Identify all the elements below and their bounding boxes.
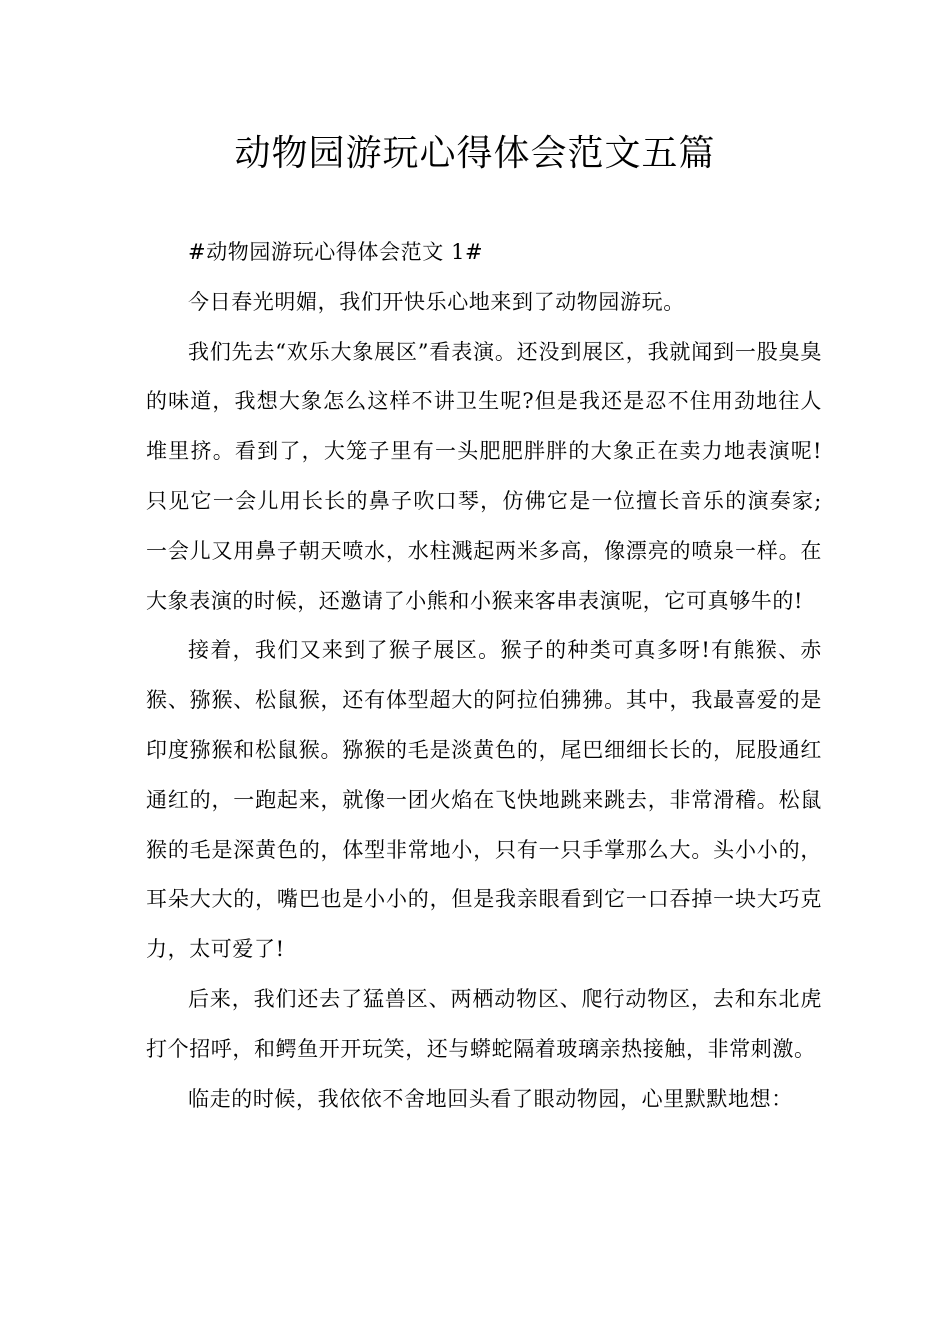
paragraph: 我们先去“欢乐大象展区”看表演。还没到展区，我就闻到一股臭臭的味道，我想大象怎么这样不讲卫生呢?但是我还是忍不住用劲地往人堆里挤。看到了，大笼子里有一头肥肥胖胖的大象正在卖力地表演呢!只见它一会儿用长长的鼻子吹口琴，仿佛它是一位擅长音乐的演奏家;一会儿又用鼻子朝天喷水，水柱溅起两米多高，像漂亮的喷泉一样。在大象表演的时候，还邀请了小熊和小猴来客串表演呢，它可真够牛的! bbox=[146, 339, 822, 613]
document-body bbox=[146, 228, 822, 1124]
section-heading: #动物园游玩心得体会范文 1# bbox=[188, 240, 484, 264]
paragraph: 今日春光明媚，我们开快乐心地来到了动物园游玩。 bbox=[188, 289, 685, 314]
paragraph: 临走的时候，我依依不舍地回头看了眼动物园，心里默默地想： bbox=[188, 1086, 793, 1111]
paragraph: 接着，我们又来到了猴子展区。猴子的种类可真多呀!有熊猴、赤猴、猕猴、松鼠猴，还有体型超大的阿拉伯狒狒。其中，我最喜爱的是印度猕猴和松鼠猴。猕猴的毛是淡黄色的，尾巴细细长长的，屁股通红通红的，一跑起来，就像一团火焰在飞快地跳来跳去，非常滑稽。松鼠猴的毛是深黄色的，体型非常地小，只有一只手掌那么大。头小小的，耳朵大大的，嘴巴也是小小的，但是我亲眼看到它一口吞掉一块大巧克力，太可爱了! bbox=[146, 638, 822, 962]
paragraph: 后来，我们还去了猛兽区、两栖动物区、爬行动物区，去和东北虎打个招呼，和鳄鱼开开玩笑，还与蟒蛇隔着玻璃亲热接触，非常刺激。 bbox=[146, 986, 822, 1061]
document-title: 动物园游玩心得体会范文五篇 bbox=[234, 133, 716, 174]
